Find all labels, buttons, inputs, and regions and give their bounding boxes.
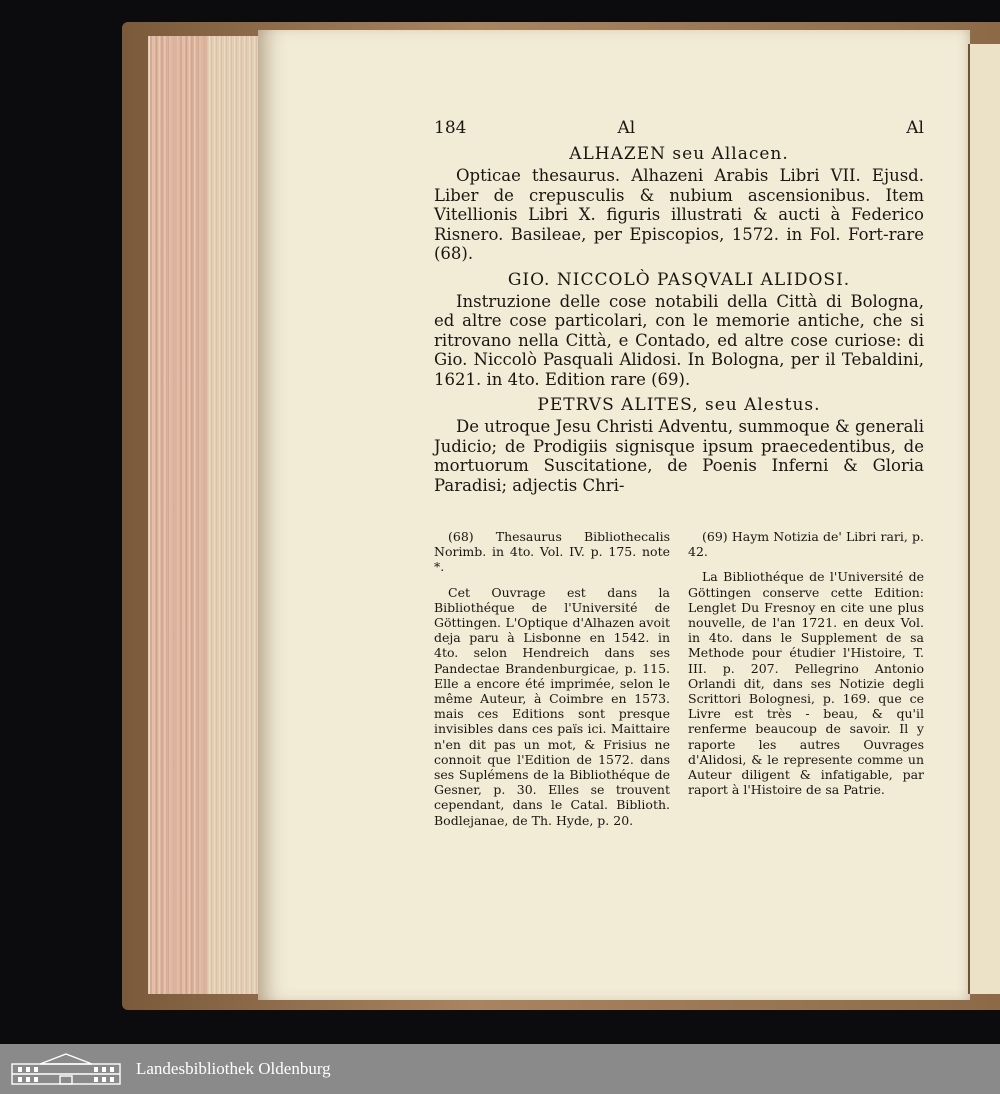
library-name: Landesbibliothek Oldenburg xyxy=(136,1059,331,1078)
footnote-text: La Bibliothéque de l'Université de Göttingen conserve cette Edition: Lenglet Du Fresnoy en cite une plus nouvelle, de l'an 1721. en deux Vol. in 4to. dans le Supplement de sa Methode pour étudier l'Histoire, T. III. p. 207. Pellegrino Antonio Orlandi dit, dans ses Notizie degli Scrittori Bolognesi, p. 169. que ce Livre est très - beau, & qu'il renferme beaucoup de savoir. Il y raporte les autres Ouvrages d'Alidosi, & le represente comme un Auteur diligent & infatigable, par raport à l'Histoire de sa Patrie. xyxy=(688,569,924,798)
footnote-column-right xyxy=(688,529,924,838)
library-footer xyxy=(0,1044,1000,1094)
entry-text: Opticae thesaurus. Alhazeni Arabis Libri VII. Ejusd. Liber de crepusculis & nubium ascensionibus. Item Vitellionis Libri X. figuris illustrati & aucti à Federico Risnero. Basileae, per Episcopios, 1572. in Fol. Fort-rare (68). xyxy=(434,166,924,263)
footnote-reference: (68) Thesaurus Bibliothecalis Norimb. in 4to. Vol. IV. p. 175. note *. xyxy=(434,529,670,575)
running-head xyxy=(434,118,924,138)
footnotes xyxy=(434,529,924,838)
entry-text: Instruzione delle cose notabili della Città di Bologna, ed altre cose particolari, con le memorie antiche, che si ritrovano nella Città, e Contado, ed altre cose curiose: di Gio. Niccolò Pasquali Alidosi. In Bologna, per il Tebaldini, 1621. in 4to. Edition rare (69). xyxy=(434,291,924,389)
footnote-reference: (69) Haym Notizia de' Libri rari, p. 42. xyxy=(688,529,924,560)
entry-title: ALHAZEN seu Allacen. xyxy=(569,144,789,164)
footnote-text: Cet Ouvrage est dans la Bibliothéque de l'Université de Göttingen. L'Optique d'Alhazen avoit deja paru à Lisbonne en 1542. in 4to. selon Hendreich dans ses Pandectae Brandenburgicae, p. 115. Elle a encore été imprimée, selon le même Auteur, à Coimbre en 1573. mais ces Editions sont presque invisibles dans ces païs ici. Maittaire n'en dit pas un mot, & Frisius ne connoit que l'Edition de 1572. dans ses Suplémens de la Bibliothéque de Gesner, p. 30. Elles se trouvent cependant, dans le Catal. Biblioth. Bodlejanae, de Th. Hyde, p. 20. xyxy=(434,584,670,828)
entry-text: De utroque Jesu Christi Adventu, summoque & generali Judicio; de Prodigiis signisque ipsum praecedentibus, de mortuorum Suscitatione, de Poenis Inferni & Gloria Paradisi; adjectis Chri- xyxy=(434,417,924,495)
footnote-column-left xyxy=(434,529,670,838)
red-sprinkled-edges xyxy=(150,36,208,994)
header-right: Al xyxy=(906,118,924,138)
header-left: Al xyxy=(617,118,636,138)
entry-title: PETRVS ALITES, seu Alestus. xyxy=(537,395,821,415)
page-number: 184 xyxy=(434,118,467,138)
page-content xyxy=(434,118,924,838)
entry-title: GIO. NICCOLÒ PASQVALI ALIDOSI. xyxy=(507,269,851,290)
facing-page-edge xyxy=(968,44,1000,994)
library-building-icon xyxy=(10,1052,122,1086)
